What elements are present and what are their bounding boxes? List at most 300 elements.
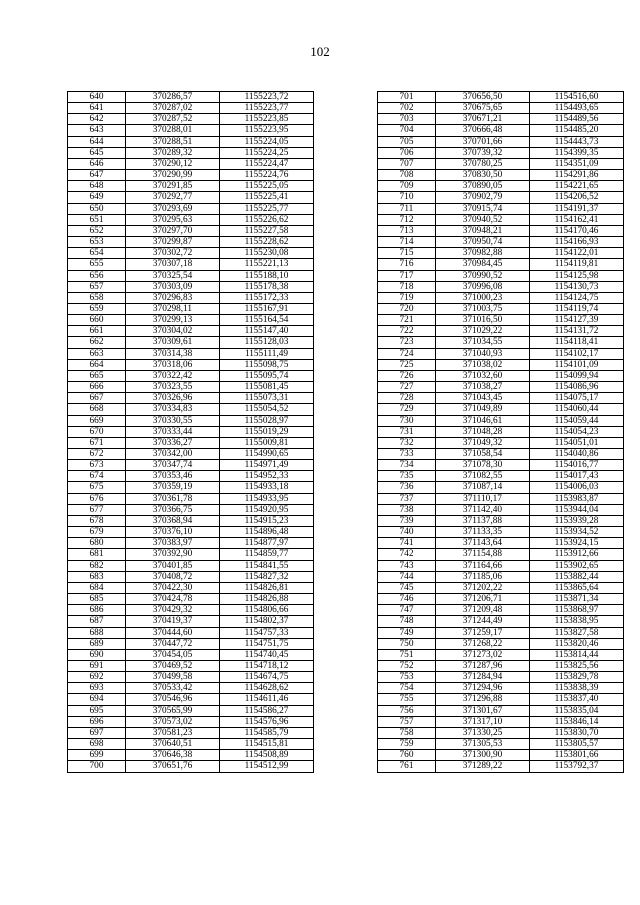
- point-number-cell: 684: [68, 582, 126, 593]
- point-number-cell: 651: [68, 214, 126, 225]
- x-coordinate-cell: 370368,94: [126, 515, 220, 526]
- y-coordinate-cell: 1154351,09: [530, 158, 624, 169]
- table-row: [68, 259, 314, 270]
- x-coordinate-cell: 370366,75: [126, 504, 220, 515]
- x-coordinate-cell: 370296,83: [126, 292, 220, 303]
- table-row: [378, 326, 624, 337]
- y-coordinate-cell: 1153835,04: [530, 705, 624, 716]
- table-row: [68, 549, 314, 560]
- y-coordinate-cell: 1155164,54: [220, 315, 314, 326]
- table-row: [378, 515, 624, 526]
- table-row: [68, 281, 314, 292]
- point-number-cell: 695: [68, 705, 126, 716]
- point-number-cell: 735: [378, 471, 436, 482]
- y-coordinate-cell: 1155009,81: [220, 437, 314, 448]
- point-number-cell: 739: [378, 515, 436, 526]
- x-coordinate-cell: 370290,99: [126, 170, 220, 181]
- y-coordinate-cell: 1155230,08: [220, 248, 314, 259]
- table-row: [378, 672, 624, 683]
- y-coordinate-cell: 1154124,75: [530, 292, 624, 303]
- x-coordinate-cell: 371244,49: [436, 616, 530, 627]
- table-row: [378, 114, 624, 125]
- x-coordinate-cell: 370408,72: [126, 571, 220, 582]
- point-number-cell: 694: [68, 694, 126, 705]
- y-coordinate-cell: 1153939,28: [530, 515, 624, 526]
- table-row: [378, 594, 624, 605]
- y-coordinate-cell: 1154016,77: [530, 460, 624, 471]
- x-coordinate-cell: 370314,38: [126, 348, 220, 359]
- table-row: [378, 560, 624, 571]
- point-number-cell: 721: [378, 315, 436, 326]
- y-coordinate-cell: 1154118,41: [530, 337, 624, 348]
- x-coordinate-cell: 370422,30: [126, 582, 220, 593]
- table-row: [68, 181, 314, 192]
- point-number-cell: 736: [378, 482, 436, 493]
- x-coordinate-cell: 370330,55: [126, 415, 220, 426]
- table-row: [68, 504, 314, 515]
- x-coordinate-cell: 370298,11: [126, 303, 220, 314]
- x-coordinate-cell: 371078,30: [436, 460, 530, 471]
- table-row: [378, 225, 624, 236]
- x-coordinate-cell: 370651,76: [126, 761, 220, 772]
- x-coordinate-cell: 370454,05: [126, 649, 220, 660]
- x-coordinate-cell: 370304,02: [126, 326, 220, 337]
- table-row: [68, 382, 314, 393]
- x-coordinate-cell: 370299,87: [126, 237, 220, 248]
- y-coordinate-cell: 1155225,41: [220, 192, 314, 203]
- table-row: [378, 248, 624, 259]
- y-coordinate-cell: 1154920,95: [220, 504, 314, 515]
- point-number-cell: 719: [378, 292, 436, 303]
- point-number-cell: 740: [378, 527, 436, 538]
- table-row: [378, 426, 624, 437]
- x-coordinate-cell: 371049,32: [436, 437, 530, 448]
- table-row: [378, 125, 624, 136]
- y-coordinate-cell: 1154674,75: [220, 672, 314, 683]
- y-coordinate-cell: 1155111,49: [220, 348, 314, 359]
- x-coordinate-cell: 370322,42: [126, 370, 220, 381]
- table-row: [378, 359, 624, 370]
- y-coordinate-cell: 1154399,35: [530, 147, 624, 158]
- table-row: [68, 370, 314, 381]
- table-row: [378, 538, 624, 549]
- x-coordinate-cell: 371273,02: [436, 649, 530, 660]
- point-number-cell: 672: [68, 449, 126, 460]
- x-coordinate-cell: 371296,88: [436, 694, 530, 705]
- x-coordinate-cell: 370429,32: [126, 605, 220, 616]
- x-coordinate-cell: 370546,96: [126, 694, 220, 705]
- table-row: [378, 482, 624, 493]
- y-coordinate-cell: 1155172,33: [220, 292, 314, 303]
- x-coordinate-cell: 370342,00: [126, 449, 220, 460]
- y-coordinate-cell: 1155128,03: [220, 337, 314, 348]
- x-coordinate-cell: 371202,22: [436, 582, 530, 593]
- y-coordinate-cell: 1155223,95: [220, 125, 314, 136]
- point-number-cell: 741: [378, 538, 436, 549]
- y-coordinate-cell: 1154075,17: [530, 393, 624, 404]
- x-coordinate-cell: 371034,55: [436, 337, 530, 348]
- x-coordinate-cell: 371301,67: [436, 705, 530, 716]
- x-coordinate-cell: 371087,14: [436, 482, 530, 493]
- x-coordinate-cell: 370666,48: [436, 125, 530, 136]
- table-row: [68, 359, 314, 370]
- x-coordinate-cell: 371164,66: [436, 560, 530, 571]
- table-row: [68, 649, 314, 660]
- point-number-cell: 691: [68, 660, 126, 671]
- point-number-cell: 649: [68, 192, 126, 203]
- x-coordinate-cell: 371048,28: [436, 426, 530, 437]
- point-number-cell: 680: [68, 538, 126, 549]
- y-coordinate-cell: 1154512,99: [220, 761, 314, 772]
- y-coordinate-cell: 1154802,37: [220, 616, 314, 627]
- point-number-cell: 710: [378, 192, 436, 203]
- table-row: [378, 292, 624, 303]
- x-coordinate-cell: 370990,52: [436, 270, 530, 281]
- coordinates-table-right: [377, 91, 624, 773]
- table-row: [68, 493, 314, 504]
- point-number-cell: 714: [378, 237, 436, 248]
- point-number-cell: 715: [378, 248, 436, 259]
- y-coordinate-cell: 1155224,05: [220, 136, 314, 147]
- x-coordinate-cell: 370303,09: [126, 281, 220, 292]
- point-number-cell: 727: [378, 382, 436, 393]
- y-coordinate-cell: 1154206,52: [530, 192, 624, 203]
- table-row: [378, 181, 624, 192]
- x-coordinate-cell: 371142,40: [436, 504, 530, 515]
- table-row: [68, 203, 314, 214]
- x-coordinate-cell: 370334,83: [126, 404, 220, 415]
- point-number-cell: 656: [68, 270, 126, 281]
- table-row: [378, 170, 624, 181]
- x-coordinate-cell: 370292,77: [126, 192, 220, 203]
- x-coordinate-cell: 370302,72: [126, 248, 220, 259]
- x-coordinate-cell: 370780,25: [436, 158, 530, 169]
- x-coordinate-cell: 371305,53: [436, 739, 530, 750]
- point-number-cell: 750: [378, 638, 436, 649]
- y-coordinate-cell: 1154102,17: [530, 348, 624, 359]
- x-coordinate-cell: 370293,69: [126, 203, 220, 214]
- y-coordinate-cell: 1154485,20: [530, 125, 624, 136]
- x-coordinate-cell: 370982,88: [436, 248, 530, 259]
- table-row: [68, 627, 314, 638]
- table-row: [68, 705, 314, 716]
- x-coordinate-cell: 370376,10: [126, 527, 220, 538]
- y-coordinate-cell: 1155225,05: [220, 181, 314, 192]
- point-number-cell: 745: [378, 582, 436, 593]
- point-number-cell: 690: [68, 649, 126, 660]
- y-coordinate-cell: 1153944,04: [530, 504, 624, 515]
- x-coordinate-cell: 370326,96: [126, 393, 220, 404]
- x-coordinate-cell: 370323,55: [126, 382, 220, 393]
- y-coordinate-cell: 1154952,33: [220, 471, 314, 482]
- table-row: [68, 158, 314, 169]
- y-coordinate-cell: 1155223,72: [220, 92, 314, 103]
- point-number-cell: 686: [68, 605, 126, 616]
- point-number-cell: 666: [68, 382, 126, 393]
- x-coordinate-cell: 371016,50: [436, 315, 530, 326]
- point-number-cell: 730: [378, 415, 436, 426]
- point-number-cell: 728: [378, 393, 436, 404]
- y-coordinate-cell: 1155073,31: [220, 393, 314, 404]
- point-number-cell: 655: [68, 259, 126, 270]
- y-coordinate-cell: 1154221,65: [530, 181, 624, 192]
- table-row: [68, 393, 314, 404]
- x-coordinate-cell: 371185,06: [436, 571, 530, 582]
- point-number-cell: 738: [378, 504, 436, 515]
- table-row: [378, 404, 624, 415]
- x-coordinate-cell: 370469,52: [126, 660, 220, 671]
- y-coordinate-cell: 1154099,94: [530, 370, 624, 381]
- table-row: [378, 203, 624, 214]
- x-coordinate-cell: 370289,32: [126, 147, 220, 158]
- y-coordinate-cell: 1154515,81: [220, 739, 314, 750]
- y-coordinate-cell: 1154933,95: [220, 493, 314, 504]
- point-number-cell: 643: [68, 125, 126, 136]
- table-row: [68, 560, 314, 571]
- point-number-cell: 664: [68, 359, 126, 370]
- y-coordinate-cell: 1154119,74: [530, 303, 624, 314]
- point-number-cell: 722: [378, 326, 436, 337]
- table-row: [378, 303, 624, 314]
- point-number-cell: 679: [68, 527, 126, 538]
- point-number-cell: 718: [378, 281, 436, 292]
- x-coordinate-cell: 370915,74: [436, 203, 530, 214]
- table-row: [68, 337, 314, 348]
- x-coordinate-cell: 371289,22: [436, 761, 530, 772]
- point-number-cell: 752: [378, 660, 436, 671]
- table-row: [68, 348, 314, 359]
- table-row: [68, 727, 314, 738]
- table-row: [378, 192, 624, 203]
- x-coordinate-cell: 371133,35: [436, 527, 530, 538]
- table-row: [68, 594, 314, 605]
- y-coordinate-cell: 1154017,43: [530, 471, 624, 482]
- y-coordinate-cell: 1153871,34: [530, 594, 624, 605]
- point-number-cell: 717: [378, 270, 436, 281]
- x-coordinate-cell: 370290,12: [126, 158, 220, 169]
- table-row: [68, 750, 314, 761]
- point-number-cell: 696: [68, 716, 126, 727]
- point-number-cell: 759: [378, 739, 436, 750]
- y-coordinate-cell: 1154826,81: [220, 582, 314, 593]
- x-coordinate-cell: 370359,19: [126, 482, 220, 493]
- table-row: [378, 694, 624, 705]
- x-coordinate-cell: 370984,45: [436, 259, 530, 270]
- x-coordinate-cell: 370318,06: [126, 359, 220, 370]
- y-coordinate-cell: 1153801,66: [530, 750, 624, 761]
- y-coordinate-cell: 1153934,52: [530, 527, 624, 538]
- point-number-cell: 726: [378, 370, 436, 381]
- point-number-cell: 692: [68, 672, 126, 683]
- x-coordinate-cell: 371284,94: [436, 672, 530, 683]
- table-row: [68, 582, 314, 593]
- y-coordinate-cell: 1155095,74: [220, 370, 314, 381]
- x-coordinate-cell: 371049,89: [436, 404, 530, 415]
- table-row: [68, 672, 314, 683]
- table-row: [68, 761, 314, 772]
- table-row: [378, 214, 624, 225]
- x-coordinate-cell: 371058,54: [436, 449, 530, 460]
- x-coordinate-cell: 370890,05: [436, 181, 530, 192]
- table-row: [68, 192, 314, 203]
- point-number-cell: 701: [378, 92, 436, 103]
- point-number-cell: 644: [68, 136, 126, 147]
- point-number-cell: 746: [378, 594, 436, 605]
- point-number-cell: 709: [378, 181, 436, 192]
- table-row: [68, 136, 314, 147]
- y-coordinate-cell: 1154915,23: [220, 515, 314, 526]
- point-number-cell: 724: [378, 348, 436, 359]
- x-coordinate-cell: 370347,74: [126, 460, 220, 471]
- x-coordinate-cell: 371154,88: [436, 549, 530, 560]
- point-number-cell: 641: [68, 103, 126, 114]
- y-coordinate-cell: 1154125,98: [530, 270, 624, 281]
- table-row: [68, 571, 314, 582]
- point-number-cell: 681: [68, 549, 126, 560]
- x-coordinate-cell: 370286,57: [126, 92, 220, 103]
- table-row: [378, 761, 624, 772]
- y-coordinate-cell: 1154508,89: [220, 750, 314, 761]
- x-coordinate-cell: 371038,02: [436, 359, 530, 370]
- table-row: [378, 136, 624, 147]
- table-row: [378, 616, 624, 627]
- x-coordinate-cell: 371038,27: [436, 382, 530, 393]
- point-number-cell: 760: [378, 750, 436, 761]
- x-coordinate-cell: 371287,96: [436, 660, 530, 671]
- point-number-cell: 705: [378, 136, 436, 147]
- x-coordinate-cell: 370309,61: [126, 337, 220, 348]
- y-coordinate-cell: 1153830,70: [530, 727, 624, 738]
- point-number-cell: 753: [378, 672, 436, 683]
- table-row: [68, 103, 314, 114]
- y-coordinate-cell: 1153825,56: [530, 660, 624, 671]
- y-coordinate-cell: 1155224,25: [220, 147, 314, 158]
- y-coordinate-cell: 1154291,86: [530, 170, 624, 181]
- point-number-cell: 661: [68, 326, 126, 337]
- y-coordinate-cell: 1154131,72: [530, 326, 624, 337]
- table-row: [68, 147, 314, 158]
- point-number-cell: 662: [68, 337, 126, 348]
- point-number-cell: 668: [68, 404, 126, 415]
- x-coordinate-cell: 371032,60: [436, 370, 530, 381]
- table-row: [378, 627, 624, 638]
- point-number-cell: 670: [68, 426, 126, 437]
- table-row: [68, 660, 314, 671]
- table-row: [378, 750, 624, 761]
- point-number-cell: 707: [378, 158, 436, 169]
- table-row: [378, 147, 624, 158]
- point-number-cell: 693: [68, 683, 126, 694]
- point-number-cell: 725: [378, 359, 436, 370]
- point-number-cell: 654: [68, 248, 126, 259]
- y-coordinate-cell: 1153814,44: [530, 649, 624, 660]
- x-coordinate-cell: 370675,65: [436, 103, 530, 114]
- point-number-cell: 744: [378, 571, 436, 582]
- x-coordinate-cell: 370383,97: [126, 538, 220, 549]
- x-coordinate-cell: 370940,52: [436, 214, 530, 225]
- x-coordinate-cell: 371259,17: [436, 627, 530, 638]
- table-row: [68, 225, 314, 236]
- y-coordinate-cell: 1154086,96: [530, 382, 624, 393]
- y-coordinate-cell: 1154051,01: [530, 437, 624, 448]
- table-row: [68, 471, 314, 482]
- y-coordinate-cell: 1154611,46: [220, 694, 314, 705]
- point-number-cell: 675: [68, 482, 126, 493]
- table-row: [378, 337, 624, 348]
- x-coordinate-cell: 370336,27: [126, 437, 220, 448]
- point-number-cell: 640: [68, 92, 126, 103]
- table-row: [68, 170, 314, 181]
- y-coordinate-cell: 1155224,76: [220, 170, 314, 181]
- y-coordinate-cell: 1153792,37: [530, 761, 624, 772]
- point-number-cell: 756: [378, 705, 436, 716]
- table-row: [68, 326, 314, 337]
- table-row: [378, 259, 624, 270]
- page-number: 102: [310, 44, 330, 59]
- y-coordinate-cell: 1154827,32: [220, 571, 314, 582]
- point-number-cell: 751: [378, 649, 436, 660]
- table-row: [68, 460, 314, 471]
- y-coordinate-cell: 1153983,87: [530, 493, 624, 504]
- table-row: [378, 571, 624, 582]
- point-number-cell: 671: [68, 437, 126, 448]
- x-coordinate-cell: 371082,55: [436, 471, 530, 482]
- x-coordinate-cell: 371209,48: [436, 605, 530, 616]
- point-number-cell: 678: [68, 515, 126, 526]
- x-coordinate-cell: 370424,78: [126, 594, 220, 605]
- table-row: [378, 460, 624, 471]
- point-number-cell: 657: [68, 281, 126, 292]
- point-number-cell: 757: [378, 716, 436, 727]
- table-row: [378, 605, 624, 616]
- x-coordinate-cell: 370581,23: [126, 727, 220, 738]
- y-coordinate-cell: 1155223,77: [220, 103, 314, 114]
- point-number-cell: 676: [68, 493, 126, 504]
- x-coordinate-cell: 370299,13: [126, 315, 220, 326]
- y-coordinate-cell: 1154585,79: [220, 727, 314, 738]
- x-coordinate-cell: 371143,64: [436, 538, 530, 549]
- table-row: [68, 404, 314, 415]
- table-row: [68, 482, 314, 493]
- y-coordinate-cell: 1155221,13: [220, 259, 314, 270]
- table-row: [378, 92, 624, 103]
- point-number-cell: 747: [378, 605, 436, 616]
- table-row: [68, 292, 314, 303]
- point-number-cell: 642: [68, 114, 126, 125]
- y-coordinate-cell: 1155081,45: [220, 382, 314, 393]
- y-coordinate-cell: 1154877,97: [220, 538, 314, 549]
- x-coordinate-cell: 370656,50: [436, 92, 530, 103]
- point-number-cell: 755: [378, 694, 436, 705]
- x-coordinate-cell: 370333,44: [126, 426, 220, 437]
- point-number-cell: 704: [378, 125, 436, 136]
- x-coordinate-cell: 370830,50: [436, 170, 530, 181]
- table-row: [378, 739, 624, 750]
- table-row: [68, 315, 314, 326]
- point-number-cell: 646: [68, 158, 126, 169]
- y-coordinate-cell: 1154443,73: [530, 136, 624, 147]
- x-coordinate-cell: 371300,90: [436, 750, 530, 761]
- point-number-cell: 731: [378, 426, 436, 437]
- x-coordinate-cell: 370297,70: [126, 225, 220, 236]
- x-coordinate-cell: 370950,74: [436, 237, 530, 248]
- x-coordinate-cell: 371040,93: [436, 348, 530, 359]
- point-number-cell: 733: [378, 449, 436, 460]
- y-coordinate-cell: 1154119,81: [530, 259, 624, 270]
- point-number-cell: 749: [378, 627, 436, 638]
- x-coordinate-cell: 370288,01: [126, 125, 220, 136]
- x-coordinate-cell: 370401,85: [126, 560, 220, 571]
